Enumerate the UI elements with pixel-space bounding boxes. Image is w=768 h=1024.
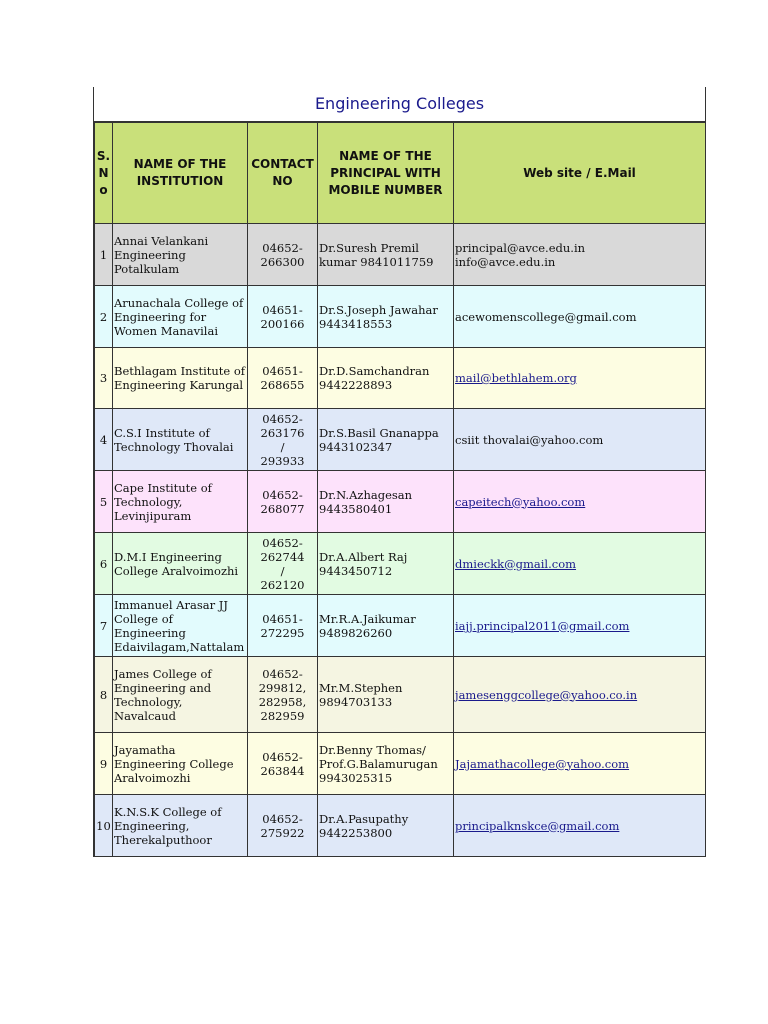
row-contact-text: 04652-268077	[260, 487, 305, 516]
row-principal-text: Dr.Suresh Premil kumar 9841011759	[319, 240, 434, 269]
row-sno	[95, 595, 113, 657]
row-contact	[248, 595, 318, 657]
row-institution	[113, 409, 248, 471]
email-link[interactable]: jamesenggcollege@yahoo.co.in	[455, 687, 638, 702]
row-institution-text: D.M.I Engineering College Aralvoimozhi	[114, 549, 239, 578]
row-sno-text: 1	[99, 247, 108, 262]
row-contact-text: 04651-272295	[260, 611, 305, 640]
row-principal	[318, 657, 454, 733]
row-sno-text: 3	[99, 371, 108, 385]
header-contact: CONTACT NO	[248, 123, 318, 224]
row-web	[454, 795, 706, 857]
table-row	[95, 224, 706, 286]
row-web-text: acewomenscollege@gmail.com	[455, 309, 637, 324]
row-web	[454, 657, 706, 733]
row-web	[454, 224, 706, 286]
row-contact-text: 04652-299812, 282958, 282959	[258, 666, 307, 723]
row-sno-text: 6	[99, 556, 108, 571]
row-web-text: csiit thovalai@yahoo.com	[455, 432, 604, 447]
page-title: Engineering Colleges	[94, 87, 705, 122]
row-sno	[95, 733, 113, 795]
row-sno	[95, 409, 113, 471]
row-sno	[95, 471, 113, 533]
header-sno: S. N o	[95, 123, 113, 224]
table-row	[95, 471, 706, 533]
email-link[interactable]: principalknskce@gmail.com	[455, 818, 620, 833]
table-row	[95, 657, 706, 733]
row-principal-text: Dr.A.Albert Raj 9443450712	[319, 549, 408, 578]
table-row	[95, 533, 706, 595]
row-sno-text: 4	[99, 432, 108, 447]
row-sno-text: 2	[99, 309, 108, 324]
row-sno	[95, 795, 113, 857]
row-web	[454, 533, 706, 595]
row-institution-text: Annai Velankani Engineering Potalkulam	[114, 233, 209, 276]
row-principal	[318, 286, 454, 348]
row-web	[454, 348, 706, 409]
row-institution-text: Bethlagam Institute of Engineering Karungal	[114, 364, 246, 392]
row-sno	[95, 533, 113, 595]
row-contact-text: 04652-263176 / 293933	[260, 411, 305, 468]
row-web	[454, 595, 706, 657]
row-principal	[318, 795, 454, 857]
row-principal-text: Dr.A.Pasupathy 9442253800	[319, 811, 409, 840]
row-contact-text: 04652-262744 / 262120	[260, 535, 305, 592]
row-contact	[248, 348, 318, 409]
row-contact	[248, 657, 318, 733]
row-institution-text: Cape Institute of Technology, Levinjipuram	[114, 480, 212, 523]
row-sno	[95, 286, 113, 348]
row-principal-text: Dr.Benny Thomas/ Prof.G.Balamurugan 9943025315	[319, 742, 438, 785]
row-institution-text: Immanuel Arasar JJ College of Engineering Edaivilagam,Nattalam	[114, 597, 245, 654]
header-principal: NAME OF THE PRINCIPAL WITH MOBILE NUMBER	[318, 123, 454, 224]
row-contact	[248, 795, 318, 857]
row-institution	[113, 533, 248, 595]
row-principal	[318, 224, 454, 286]
row-institution-text: Jayamatha Engineering College Aralvoimozhi	[114, 742, 234, 785]
row-principal	[318, 733, 454, 795]
row-institution	[113, 795, 248, 857]
table-row	[95, 733, 706, 795]
row-web	[454, 733, 706, 795]
row-contact	[248, 286, 318, 348]
row-principal	[318, 409, 454, 471]
row-contact-text: 04651-268655	[260, 364, 305, 392]
table-row	[95, 409, 706, 471]
row-web	[454, 409, 706, 471]
row-sno-text: 7	[99, 618, 108, 633]
email-link[interactable]: Jajamathacollege@yahoo.com	[455, 756, 630, 771]
row-principal-text: Mr.R.A.Jaikumar 9489826260	[319, 611, 416, 640]
email-link[interactable]: capeitech@yahoo.com	[455, 494, 586, 509]
row-principal-text: Dr.D.Samchandran 9442228893	[319, 364, 430, 392]
row-institution	[113, 348, 248, 409]
row-sno-text: 5	[99, 494, 108, 509]
row-institution	[113, 286, 248, 348]
table-row	[95, 595, 706, 657]
table-row	[95, 795, 706, 857]
email-link[interactable]: dmieckk@gmail.com	[455, 556, 577, 571]
row-institution-text: K.N.S.K College of Engineering, Therekalputhoor	[114, 804, 222, 847]
row-institution	[113, 471, 248, 533]
row-sno-text: 8	[99, 687, 108, 702]
row-sno-text: 10	[96, 818, 111, 833]
row-principal-text: Dr.N.Azhagesan 9443580401	[319, 487, 413, 516]
row-contact-text: 04652-263844	[260, 749, 305, 778]
table-row	[95, 348, 706, 409]
row-institution	[113, 224, 248, 286]
row-institution	[113, 657, 248, 733]
row-contact	[248, 733, 318, 795]
row-sno-text: 9	[99, 756, 108, 771]
row-institution	[113, 733, 248, 795]
header-institution: NAME OF THE INSTITUTION	[113, 123, 248, 224]
header-web: Web site / E.Mail	[454, 123, 706, 224]
row-contact	[248, 471, 318, 533]
row-web	[454, 286, 706, 348]
row-principal	[318, 471, 454, 533]
row-institution-text: C.S.I Institute of Technology Thovalai	[114, 425, 234, 454]
row-principal	[318, 533, 454, 595]
row-web	[454, 471, 706, 533]
row-sno	[95, 224, 113, 286]
row-contact-text: 04651-200166	[260, 302, 305, 331]
spreadsheet-page	[93, 87, 706, 857]
row-contact	[248, 533, 318, 595]
colleges-table	[94, 122, 706, 857]
row-principal-text: Mr.M.Stephen 9894703133	[319, 680, 403, 709]
row-sno	[95, 657, 113, 733]
row-principal	[318, 348, 454, 409]
table-row	[95, 286, 706, 348]
email-link[interactable]: iajj.principal2011@gmail.com	[455, 618, 630, 633]
row-principal-text: Dr.S.Joseph Jawahar 9443418553	[319, 302, 438, 331]
row-contact	[248, 224, 318, 286]
row-contact-text: 04652-275922	[260, 811, 305, 840]
email-link[interactable]: mail@bethlahem.org	[455, 371, 577, 385]
row-web-text: principal@avce.edu.in info@avce.edu.in	[455, 240, 586, 269]
row-institution-text: Arunachala College of Engineering for Women Manavilai	[114, 295, 244, 338]
row-institution-text: James College of Engineering and Technology, Navalcaud	[114, 666, 212, 723]
header-row	[95, 123, 706, 224]
row-institution	[113, 595, 248, 657]
row-sno	[95, 348, 113, 409]
row-contact-text: 04652-266300	[260, 240, 305, 269]
row-principal	[318, 595, 454, 657]
row-principal-text: Dr.S.Basil Gnanappa 9443102347	[319, 425, 439, 454]
row-contact	[248, 409, 318, 471]
